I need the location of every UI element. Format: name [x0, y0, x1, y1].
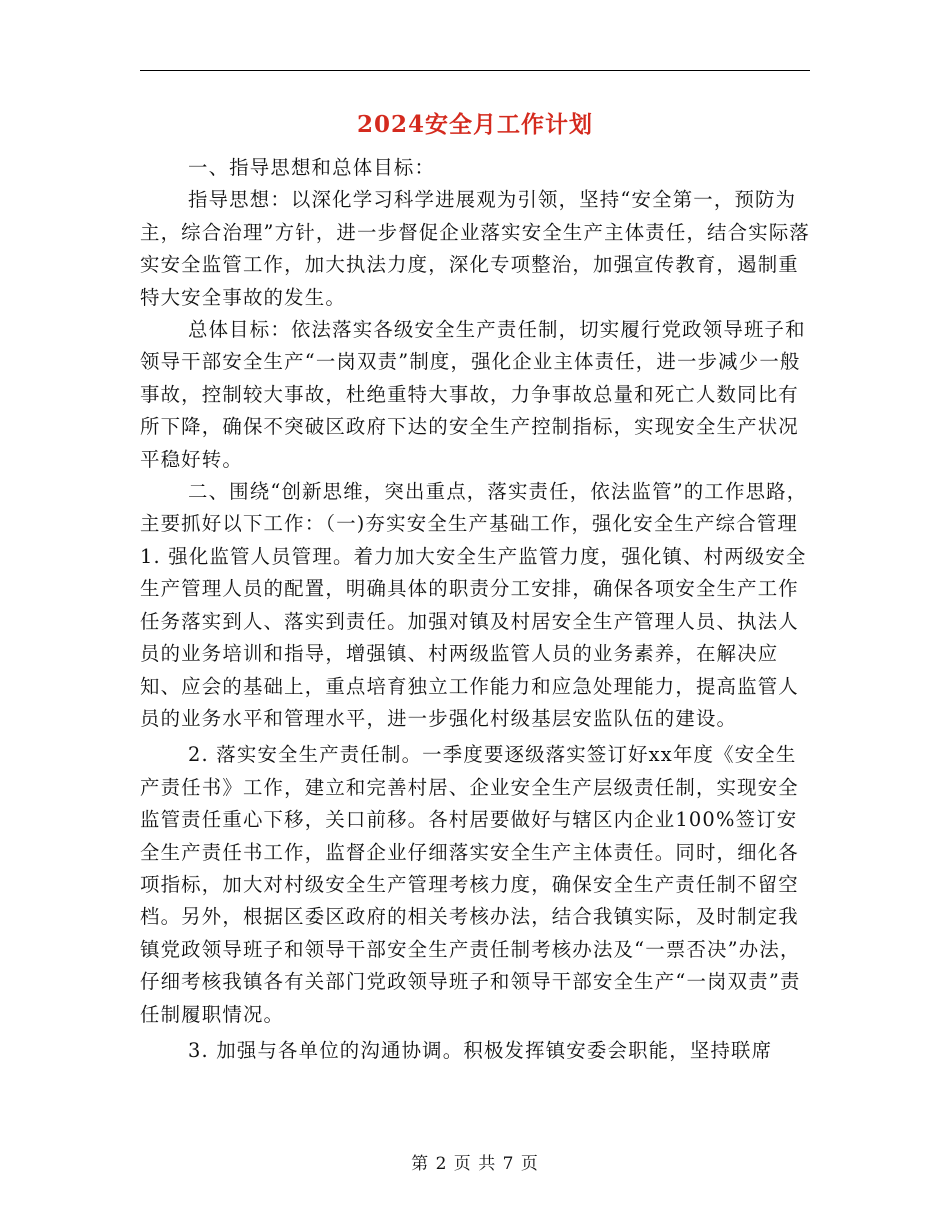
- guiding-ideology-paragraph: 指导思想：以深化学习科学进展观为引领，坚持“安全第一，预防为主，综合治理”方针，进一步督促企业落实安全生产主体责任，结合实际落实安全监管工作，加大执法力度，深化专项整治，加强宣传教育，遏制重特大安全事故的发生。: [140, 188, 811, 309]
- section-2-paragraph: 二、围绕“创新思维，突出重点，落实责任，依法监管”的工作思路，主要抓好以下工作：（一)夯实安全生产基础工作，强化安全生产综合管理 1. 强化监管人员管理。着力加大安全生产监管力度，强化镇、村两级安全生产管理人员的配置，明确具体的职责分工安排，确保各项安全生产工作任务落实到人、落实到责任。加强对镇及村居安全生产管理人员、执法人员的业务培训和指导，增强镇、村两级监管人员的业务素养，在解决应知、应会的基础上，重点培育独立工作能力和应急处理能力，提高监管人员的业务水平和管理水平，进一步强化村级基层安监队伍的建设。: [140, 480, 808, 730]
- page-footer: [0, 1152, 950, 1176]
- overall-goal-paragraph: 总体目标：依法落实各级安全生产责任制，切实履行党政领导班子和领导干部安全生产“一岗双责”制度，强化企业主体责任，进一步减少一般事故，控制较大事故，杜绝重特大事故，力争事故总量和死亡人数同比有所下降，确保不突破区政府下达的安全生产控制指标，实现安全生产状况平稳好转。: [140, 318, 806, 471]
- responsibility-system-paragraph: 2. 落实安全生产责任制。一季度要逐级落实签订好xx年度《安全生产责任书》工作，建立和完善村居、企业安全生产层级责任制，实现安全监管责任重心下移，关口前移。各村居要做好与辖区内企业100%签订安全生产责任书工作，监督企业仔细落实安全生产主体责任。同时，细化各项指标，加大对村级安全生产管理考核力度，确保安全生产责任制不留空档。另外，根据区委区政府的相关考核办法，结合我镇实际，及时制定我镇党政领导班子和领导干部安全生产责任制考核办法及“一票否决”办法，仔细考核我镇各有关部门党政领导班子和领导干部安全生产“一岗双责”责任制履职情况。: [140, 743, 801, 1026]
- document-body: [140, 152, 812, 1067]
- document-title: 2024安全月工作计划: [356, 111, 593, 138]
- section-heading-1: 一、指导思想和总体目标：: [188, 156, 436, 179]
- coordination-paragraph: 3. 加强与各单位的沟通协调。积极发挥镇安委会职能，坚持联席: [188, 1038, 773, 1062]
- header-rule: [140, 70, 810, 71]
- page-number: 第 2 页 共 7 页: [411, 1154, 539, 1174]
